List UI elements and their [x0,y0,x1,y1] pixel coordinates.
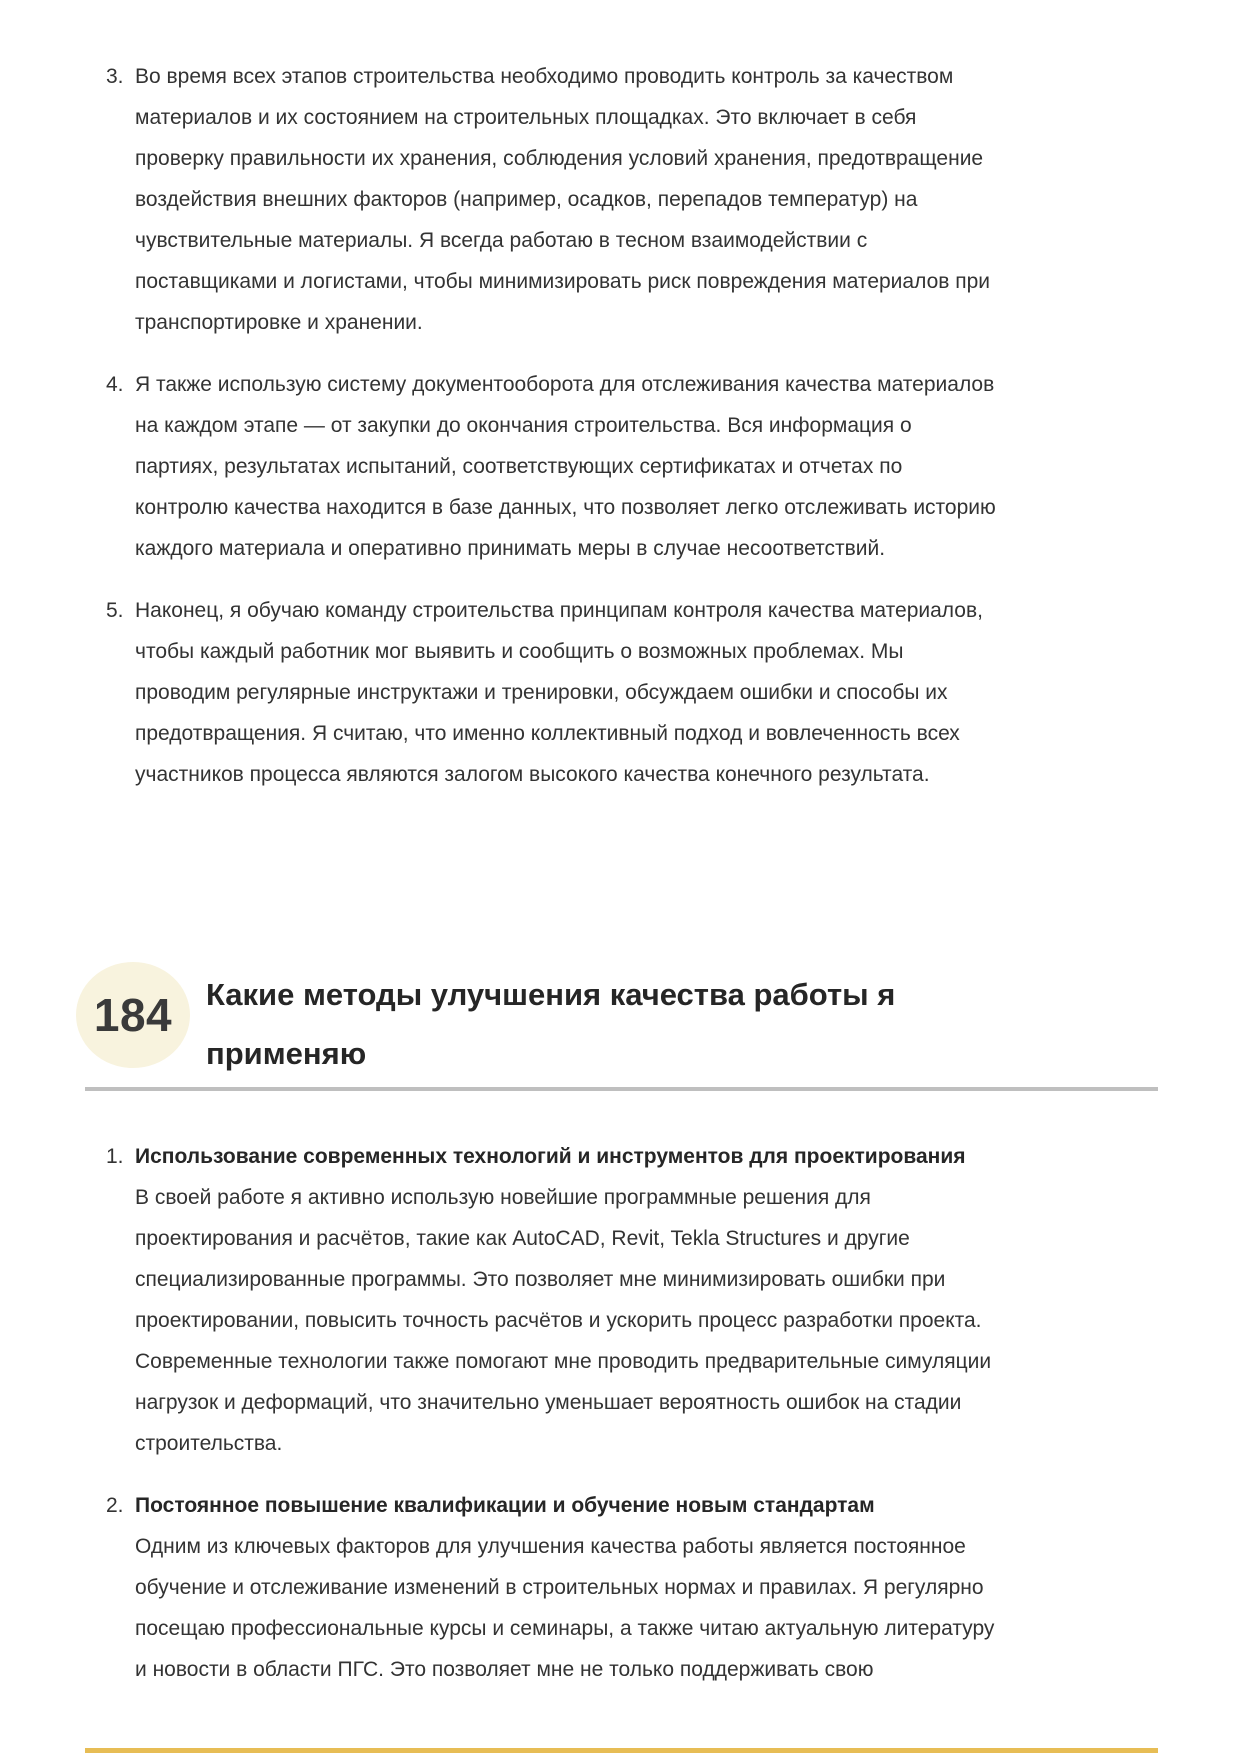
numbered-list-top [106,56,998,816]
section-divider [85,1087,1158,1091]
list-item-heading: Использование современных технологий и инструментов для проектирования [135,1145,966,1168]
list-item-text: Во время всех этапов строительства необходимо проводить контроль за качеством материалов и их состоянием на строительных площадках. Это включает в себя проверку правильности их хранения, соблюдения условий хранения, предотвращение воздействия внешних факторов (например, осадков, перепадов температур) на чувствительные материалы. Я всегда работаю в тесном взаимодействии с поставщиками и логистами, чтобы минимизировать риск повреждения материалов при транспортировке и хранении. [135,65,991,334]
list-item-number: 2. [106,1494,124,1517]
section-header [76,962,966,1083]
list-item-number: 4. [106,373,124,396]
list-item-text: Одним из ключевых факторов для улучшения качества работы является постоянное обучение и отслеживание изменений в строительных нормах и правилах. Я регулярно посещаю профессиональные курсы и семинары, а также читаю актуальную литературу и новости в области ПГС. Это позволяет мне не только поддерживать свою [135,1535,995,1681]
list-item-3 [106,56,998,343]
numbered-list-bottom [106,1136,998,1711]
list-item-4 [106,364,998,569]
list-item-1 [106,1136,998,1464]
list-item-text: Наконец, я обучаю команду строительства принципам контроля качества материалов, чтобы каждый работник мог выявить и сообщить о возможных проблемах. Мы проводим регулярные инструктажи и тренировки, обсуждаем ошибки и способы их предотвращения. Я считаю, что именно коллективный подход и вовлеченность всех участников процесса являются залогом высокого качества конечного результата. [135,599,983,786]
list-item-text: В своей работе я активно использую новейшие программные решения для проектирования и расчётов, такие как AutoCAD, Revit, Tekla Structures и другие специализированные программы. Это позволяет мне минимизировать ошибки при проектировании, повысить точность расчётов и ускорить процесс разработки проекта. Современные технологии также помогают мне проводить предварительные симуляции нагрузок и деформаций, что значительно уменьшает вероятность ошибок на стадии строительства. [135,1186,992,1455]
question-number-badge [76,962,190,1068]
list-item-5 [106,590,998,795]
question-number: 184 [93,989,173,1041]
next-section-accent-bar [85,1748,1158,1753]
list-item-number: 3. [106,65,124,88]
list-item-2 [106,1485,998,1690]
section-title: Какие методы улучшения качества работы я применяю [206,977,896,1071]
list-item-number: 5. [106,599,124,622]
list-item-number: 1. [106,1145,124,1168]
list-item-text: Я также использую систему документооборота для отслеживания качества материалов на каждом этапе — от закупки до окончания строительства. Вся информация о партиях, результатах испытаний, соответствующих сертификатах и отчетах по контролю качества находится в базе данных, что позволяет легко отслеживать историю каждого материала и оперативно принимать меры в случае несоответствий. [135,373,996,560]
list-item-heading: Постоянное повышение квалификации и обучение новым стандартам [135,1494,875,1517]
